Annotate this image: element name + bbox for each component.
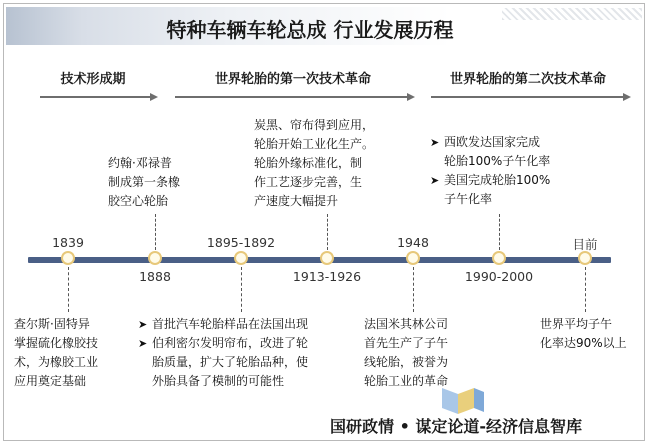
era-label-second-revolution: 世界轮胎的第二次技术革命 bbox=[449, 72, 606, 87]
decorative-stripe bbox=[502, 8, 642, 20]
leader-1895-1892 bbox=[241, 267, 242, 312]
chevron-right-icon: ➤ bbox=[430, 174, 440, 187]
chevron-right-icon: ➤ bbox=[138, 337, 148, 350]
annotation-1990-2000 bbox=[430, 133, 550, 209]
year-label-now: 目前 bbox=[572, 237, 598, 252]
footer-caption: 国研政情 • 谋定论道-经济信息智库 bbox=[330, 417, 583, 436]
chevron-right-icon: ➤ bbox=[430, 136, 440, 149]
bullet-item: ➤ 首批汽车轮胎样品在法国出现 bbox=[138, 315, 308, 334]
timeline-node-1839 bbox=[61, 251, 75, 265]
annotation-1913-1926: 炭黑、帘布得到应用， 轮胎开始工业化生产。 轮胎外缘标准化，制 作工艺逐步完善，生 产速度大幅提升 bbox=[254, 118, 375, 208]
timeline-node-1990-2000 bbox=[492, 251, 506, 265]
timeline-node-now bbox=[578, 251, 592, 265]
bullet-item: ➤ 西欧发达国家完成 轮胎100%子午化率 bbox=[430, 135, 551, 168]
leader-1888 bbox=[155, 214, 156, 250]
publisher-logo bbox=[432, 384, 492, 416]
leader-1948 bbox=[413, 267, 414, 312]
leader-1990-2000 bbox=[499, 214, 500, 250]
era-label-formation: 技术形成期 bbox=[60, 72, 126, 87]
page-title: 特种车辆车轮总成 行业发展历程 bbox=[166, 18, 454, 42]
annotation-1888: 约翰·邓禄普 制成第一条橡 胶空心轮胎 bbox=[108, 156, 181, 208]
chevron-right-icon: ➤ bbox=[138, 318, 148, 331]
year-label-1895-1892: 1895-1892 bbox=[206, 235, 276, 250]
year-label-1839: 1839 bbox=[52, 235, 84, 250]
year-label-1990-2000: 1990-2000 bbox=[464, 269, 534, 284]
year-label-1948: 1948 bbox=[397, 235, 429, 250]
annotation-1948: 法国米其林公司 首先生产了子午 线轮胎，被誉为 轮胎工业的革命 bbox=[364, 317, 449, 388]
timeline-node-1895-1892 bbox=[234, 251, 248, 265]
year-label-1888: 1888 bbox=[139, 269, 171, 284]
timeline-node-1888 bbox=[148, 251, 162, 265]
bullet-item: ➤ 伯利密尔发明帘布，改进了轮 胎质量，扩大了轮胎品种，使 外胎具备了模制的可能性 bbox=[138, 336, 309, 388]
leader-1913-1926 bbox=[327, 214, 328, 250]
year-label-1913-1926: 1913-1926 bbox=[292, 269, 362, 284]
leader-1839 bbox=[68, 267, 69, 312]
leader-now bbox=[585, 267, 586, 312]
era-label-first-revolution: 世界轮胎的第一次技术革命 bbox=[214, 72, 371, 87]
annotation-1839: 查尔斯·固特异 掌握硫化橡胶技 术，为橡胶工业 应用奠定基础 bbox=[14, 317, 99, 388]
timeline-node-1948 bbox=[406, 251, 420, 265]
bullet-item: ➤ 美国完成轮胎100% 子午化率 bbox=[430, 173, 551, 206]
annotation-1895-1892 bbox=[138, 315, 308, 391]
timeline-node-1913-1926 bbox=[320, 251, 334, 265]
annotation-now: 世界平均子午 化率达90%以上 bbox=[540, 317, 627, 350]
